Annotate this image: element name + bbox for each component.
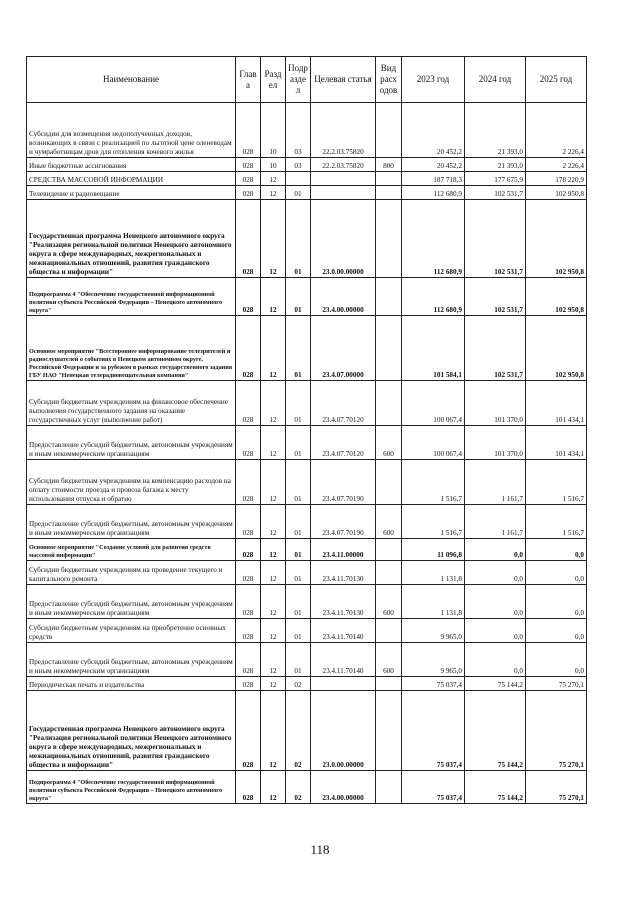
row-chapter: 028 bbox=[236, 677, 261, 691]
row-expense-type bbox=[376, 539, 402, 561]
table-row bbox=[27, 771, 587, 804]
row-expense-type bbox=[376, 103, 402, 158]
row-value-2023: 9 965,0 bbox=[402, 619, 465, 643]
row-name: Телевидение и радиовещание bbox=[27, 186, 236, 200]
row-target: 23.4.11.00000 bbox=[311, 539, 376, 561]
row-target: 23.4.11.70140 bbox=[311, 643, 376, 677]
row-section: 10 bbox=[261, 158, 286, 172]
header-target: Целевая статья bbox=[311, 57, 376, 103]
header-year-2025: 2025 год bbox=[526, 57, 587, 103]
row-chapter: 028 bbox=[236, 771, 261, 804]
row-value-2025: 0,0 bbox=[526, 561, 587, 585]
row-expense-type bbox=[376, 691, 402, 771]
table-row bbox=[27, 505, 587, 539]
row-subsection: 02 bbox=[286, 691, 311, 771]
row-chapter: 028 bbox=[236, 426, 261, 460]
header-year-2023: 2023 год bbox=[402, 57, 465, 103]
row-value-2025: 0,0 bbox=[526, 643, 587, 677]
row-expense-type bbox=[376, 619, 402, 643]
row-value-2024: 1 161,7 bbox=[465, 505, 526, 539]
row-value-2024: 0,0 bbox=[465, 561, 526, 585]
row-chapter: 028 bbox=[236, 186, 261, 200]
row-target: 22.2.03.75820 bbox=[311, 103, 376, 158]
row-subsection: 01 bbox=[286, 460, 311, 505]
row-name: СРЕДСТВА МАССОВОЙ ИНФОРМАЦИИ bbox=[27, 172, 236, 186]
table-row bbox=[27, 619, 587, 643]
row-expense-type: 600 bbox=[376, 585, 402, 619]
table-row bbox=[27, 426, 587, 460]
row-value-2025: 1 516,7 bbox=[526, 505, 587, 539]
row-section: 12 bbox=[261, 460, 286, 505]
row-value-2023: 9 965,0 bbox=[402, 643, 465, 677]
row-chapter: 028 bbox=[236, 103, 261, 158]
row-name: Основное мероприятие "Всестороннее информирование телезрителей и радиослушателей о событиях в Ненецком автономном округе, Российской Федерации и за рубежом в рамках государственного задания ГБУ НАО "Ненецкая телерадиовещательная компания" bbox=[27, 316, 236, 381]
row-expense-type bbox=[376, 677, 402, 691]
row-subsection: 01 bbox=[286, 539, 311, 561]
row-name: Периодическая печать и издательства bbox=[27, 677, 236, 691]
table-row bbox=[27, 539, 587, 561]
row-value-2025: 101 434,1 bbox=[526, 426, 587, 460]
row-target: 23.4.11.70130 bbox=[311, 561, 376, 585]
row-value-2025: 102 950,8 bbox=[526, 316, 587, 381]
row-expense-type bbox=[376, 186, 402, 200]
row-value-2024: 0,0 bbox=[465, 539, 526, 561]
row-expense-type bbox=[376, 381, 402, 426]
row-value-2023: 1 516,7 bbox=[402, 460, 465, 505]
row-chapter: 028 bbox=[236, 561, 261, 585]
header-year-2024: 2024 год bbox=[465, 57, 526, 103]
row-value-2023: 1 131,8 bbox=[402, 561, 465, 585]
table-row bbox=[27, 460, 587, 505]
row-section: 12 bbox=[261, 186, 286, 200]
row-subsection: 01 bbox=[286, 505, 311, 539]
row-section: 12 bbox=[261, 585, 286, 619]
row-target bbox=[311, 186, 376, 200]
row-value-2023: 187 718,3 bbox=[402, 172, 465, 186]
budget-table bbox=[26, 56, 587, 804]
row-target: 23.4.00.00000 bbox=[311, 771, 376, 804]
row-value-2024: 102 531,7 bbox=[465, 200, 526, 278]
row-section: 12 bbox=[261, 677, 286, 691]
row-target: 23.4.07.70190 bbox=[311, 460, 376, 505]
row-expense-type: 600 bbox=[376, 643, 402, 677]
header-section: Разд ел bbox=[261, 57, 286, 103]
row-value-2024: 101 370,0 bbox=[465, 381, 526, 426]
header-name: Наименование bbox=[27, 57, 236, 103]
table-row bbox=[27, 186, 587, 200]
row-value-2024: 101 370,0 bbox=[465, 426, 526, 460]
row-subsection: 03 bbox=[286, 103, 311, 158]
row-target: 23.4.07.70190 bbox=[311, 505, 376, 539]
row-value-2023: 75 037,4 bbox=[402, 691, 465, 771]
row-value-2024: 21 393,0 bbox=[465, 158, 526, 172]
row-target: 22.2.03.75820 bbox=[311, 158, 376, 172]
row-value-2025: 178 220,9 bbox=[526, 172, 587, 186]
row-section: 12 bbox=[261, 426, 286, 460]
row-chapter: 028 bbox=[236, 200, 261, 278]
page-number: 118 bbox=[310, 842, 330, 857]
table-row bbox=[27, 381, 587, 426]
row-section: 10 bbox=[261, 103, 286, 158]
table-row bbox=[27, 278, 587, 316]
row-subsection: 01 bbox=[286, 619, 311, 643]
row-value-2025: 0,0 bbox=[526, 585, 587, 619]
header-expense-type: Вид расх одов bbox=[376, 57, 402, 103]
row-name: Предоставление субсидий бюджетным, автономным учреждениям и иным некоммерческим организациям bbox=[27, 505, 236, 539]
row-value-2023: 100 067,4 bbox=[402, 426, 465, 460]
row-value-2023: 100 067,4 bbox=[402, 381, 465, 426]
row-value-2024: 1 161,7 bbox=[465, 460, 526, 505]
row-name: Подпрограмма 4 "Обеспечение государственной информационной политики субъекта Российской Федерации – Ненецкого автономного округа" bbox=[27, 771, 236, 804]
row-value-2024: 75 144,2 bbox=[465, 771, 526, 804]
row-target: 23.4.11.70130 bbox=[311, 585, 376, 619]
table-row bbox=[27, 585, 587, 619]
row-section: 12 bbox=[261, 172, 286, 186]
row-section: 12 bbox=[261, 505, 286, 539]
row-value-2023: 1 131,8 bbox=[402, 585, 465, 619]
row-target: 23.4.00.00000 bbox=[311, 278, 376, 316]
row-name: Государственная программа Ненецкого автономного округа "Реализация региональной политики Ненецкого автономного округа в сфере международных, межрегиональных и межнациональных отношений, развития гражданского общества и информации" bbox=[27, 200, 236, 278]
row-value-2023: 1 516,7 bbox=[402, 505, 465, 539]
row-value-2023: 101 584,1 bbox=[402, 316, 465, 381]
row-target: 23.4.11.70140 bbox=[311, 619, 376, 643]
row-subsection: 01 bbox=[286, 316, 311, 381]
row-value-2024: 102 531,7 bbox=[465, 316, 526, 381]
table-row bbox=[27, 561, 587, 585]
table-row bbox=[27, 643, 587, 677]
row-value-2024: 0,0 bbox=[465, 643, 526, 677]
row-value-2023: 112 680,9 bbox=[402, 200, 465, 278]
row-target: 23.0.00.00000 bbox=[311, 691, 376, 771]
row-subsection: 03 bbox=[286, 158, 311, 172]
row-value-2023: 11 096,8 bbox=[402, 539, 465, 561]
row-value-2025: 0,0 bbox=[526, 539, 587, 561]
table-row bbox=[27, 172, 587, 186]
row-value-2024: 75 144,2 bbox=[465, 677, 526, 691]
row-expense-type bbox=[376, 460, 402, 505]
row-target: 23.4.07.70120 bbox=[311, 381, 376, 426]
row-name: Государственная программа Ненецкого автономного округа "Реализация региональной политики Ненецкого автономного округа в сфере международных, межрегиональных и межнациональных отношений, развития гражданского общества и информации" bbox=[27, 691, 236, 771]
row-name: Подпрограмма 4 "Обеспечение государственной информационной политики субъекта Российской Федерации – Ненецкого автономного округа" bbox=[27, 278, 236, 316]
row-chapter: 028 bbox=[236, 172, 261, 186]
row-subsection: 01 bbox=[286, 643, 311, 677]
row-chapter: 028 bbox=[236, 585, 261, 619]
row-value-2025: 102 950,8 bbox=[526, 200, 587, 278]
row-subsection: 01 bbox=[286, 186, 311, 200]
row-expense-type bbox=[376, 771, 402, 804]
row-expense-type bbox=[376, 200, 402, 278]
row-value-2024: 102 531,7 bbox=[465, 186, 526, 200]
row-section: 12 bbox=[261, 381, 286, 426]
row-expense-type bbox=[376, 172, 402, 186]
row-expense-type: 800 bbox=[376, 158, 402, 172]
row-subsection: 01 bbox=[286, 561, 311, 585]
row-chapter: 028 bbox=[236, 381, 261, 426]
row-value-2024: 0,0 bbox=[465, 619, 526, 643]
row-expense-type bbox=[376, 316, 402, 381]
table-row bbox=[27, 316, 587, 381]
row-value-2025: 75 270,1 bbox=[526, 677, 587, 691]
row-chapter: 028 bbox=[236, 691, 261, 771]
row-subsection: 01 bbox=[286, 585, 311, 619]
row-value-2024: 177 675,9 bbox=[465, 172, 526, 186]
row-value-2024: 0,0 bbox=[465, 585, 526, 619]
row-value-2025: 102 950,8 bbox=[526, 278, 587, 316]
table-row bbox=[27, 677, 587, 691]
row-subsection: 01 bbox=[286, 278, 311, 316]
row-value-2024: 102 531,7 bbox=[465, 278, 526, 316]
row-value-2023: 112 680,9 bbox=[402, 186, 465, 200]
row-section: 12 bbox=[261, 316, 286, 381]
row-value-2023: 75 037,4 bbox=[402, 677, 465, 691]
row-chapter: 028 bbox=[236, 619, 261, 643]
row-chapter: 028 bbox=[236, 278, 261, 316]
row-chapter: 028 bbox=[236, 316, 261, 381]
row-name: Предоставление субсидий бюджетным, автономным учреждениям и иным некоммерческим организациям bbox=[27, 643, 236, 677]
row-target: 23.0.00.00000 bbox=[311, 200, 376, 278]
table-row bbox=[27, 103, 587, 158]
row-section: 12 bbox=[261, 561, 286, 585]
row-name: Основное мероприятие "Создание условий для развития средств массовой информации" bbox=[27, 539, 236, 561]
row-chapter: 028 bbox=[236, 460, 261, 505]
table-row bbox=[27, 158, 587, 172]
row-subsection: 02 bbox=[286, 771, 311, 804]
row-value-2025: 102 950,8 bbox=[526, 186, 587, 200]
row-value-2025: 75 270,1 bbox=[526, 771, 587, 804]
row-expense-type: 600 bbox=[376, 505, 402, 539]
table-body bbox=[27, 103, 587, 804]
row-name: Субсидии для возмещения недополученных доходов, возникающих в связи с реализацией по льготной цене оленеводам и чумработницам дров для отопления кочевого жилья bbox=[27, 103, 236, 158]
row-target bbox=[311, 677, 376, 691]
row-section: 12 bbox=[261, 691, 286, 771]
row-section: 12 bbox=[261, 643, 286, 677]
row-value-2025: 1 516,7 bbox=[526, 460, 587, 505]
row-expense-type bbox=[376, 278, 402, 316]
row-name: Предоставление субсидий бюджетным, автономным учреждениям и иным некоммерческим организациям bbox=[27, 585, 236, 619]
row-value-2024: 75 144,2 bbox=[465, 691, 526, 771]
row-value-2023: 112 680,9 bbox=[402, 278, 465, 316]
row-section: 12 bbox=[261, 619, 286, 643]
row-subsection bbox=[286, 172, 311, 186]
row-chapter: 028 bbox=[236, 539, 261, 561]
row-section: 12 bbox=[261, 771, 286, 804]
row-subsection: 01 bbox=[286, 381, 311, 426]
row-section: 12 bbox=[261, 200, 286, 278]
row-value-2025: 2 226,4 bbox=[526, 103, 587, 158]
table-row bbox=[27, 691, 587, 771]
row-value-2023: 75 037,4 bbox=[402, 771, 465, 804]
row-target: 23.4.07.00000 bbox=[311, 316, 376, 381]
table-header-row bbox=[27, 57, 587, 103]
row-name: Иные бюджетные ассигнования bbox=[27, 158, 236, 172]
row-name: Субсидии бюджетным учреждениям на проведение текущего и капитального ремонта bbox=[27, 561, 236, 585]
row-value-2025: 101 434,1 bbox=[526, 381, 587, 426]
row-chapter: 028 bbox=[236, 505, 261, 539]
row-subsection: 01 bbox=[286, 426, 311, 460]
row-value-2023: 20 452,2 bbox=[402, 158, 465, 172]
row-name: Предоставление субсидий бюджетным, автономным учреждениям и иным некоммерческим организациям bbox=[27, 426, 236, 460]
row-subsection: 01 bbox=[286, 200, 311, 278]
header-chapter: Глав а bbox=[236, 57, 261, 103]
row-section: 12 bbox=[261, 278, 286, 316]
row-name: Субсидии бюджетным учреждениям на финансовое обеспечение выполнения государственного задания на оказание государственных услуг (выполнение работ) bbox=[27, 381, 236, 426]
row-value-2024: 21 393,0 bbox=[465, 103, 526, 158]
row-value-2025: 0,0 bbox=[526, 619, 587, 643]
table-row bbox=[27, 200, 587, 278]
row-expense-type bbox=[376, 561, 402, 585]
row-target: 23.4.07.70120 bbox=[311, 426, 376, 460]
header-subsection: Подр азде л bbox=[286, 57, 311, 103]
row-value-2025: 75 270,1 bbox=[526, 691, 587, 771]
row-name: Субсидии бюджетным учреждениям на приобретение основных средств bbox=[27, 619, 236, 643]
row-chapter: 028 bbox=[236, 158, 261, 172]
row-section: 12 bbox=[261, 539, 286, 561]
row-value-2025: 2 226,4 bbox=[526, 158, 587, 172]
row-subsection: 02 bbox=[286, 677, 311, 691]
row-value-2023: 20 452,2 bbox=[402, 103, 465, 158]
row-expense-type: 600 bbox=[376, 426, 402, 460]
row-chapter: 028 bbox=[236, 643, 261, 677]
row-target bbox=[311, 172, 376, 186]
row-name: Субсидии бюджетным учреждениям на компенсацию расходов на оплату стоимости проезда и провоза багажа к месту использования отпуска и обратно bbox=[27, 460, 236, 505]
